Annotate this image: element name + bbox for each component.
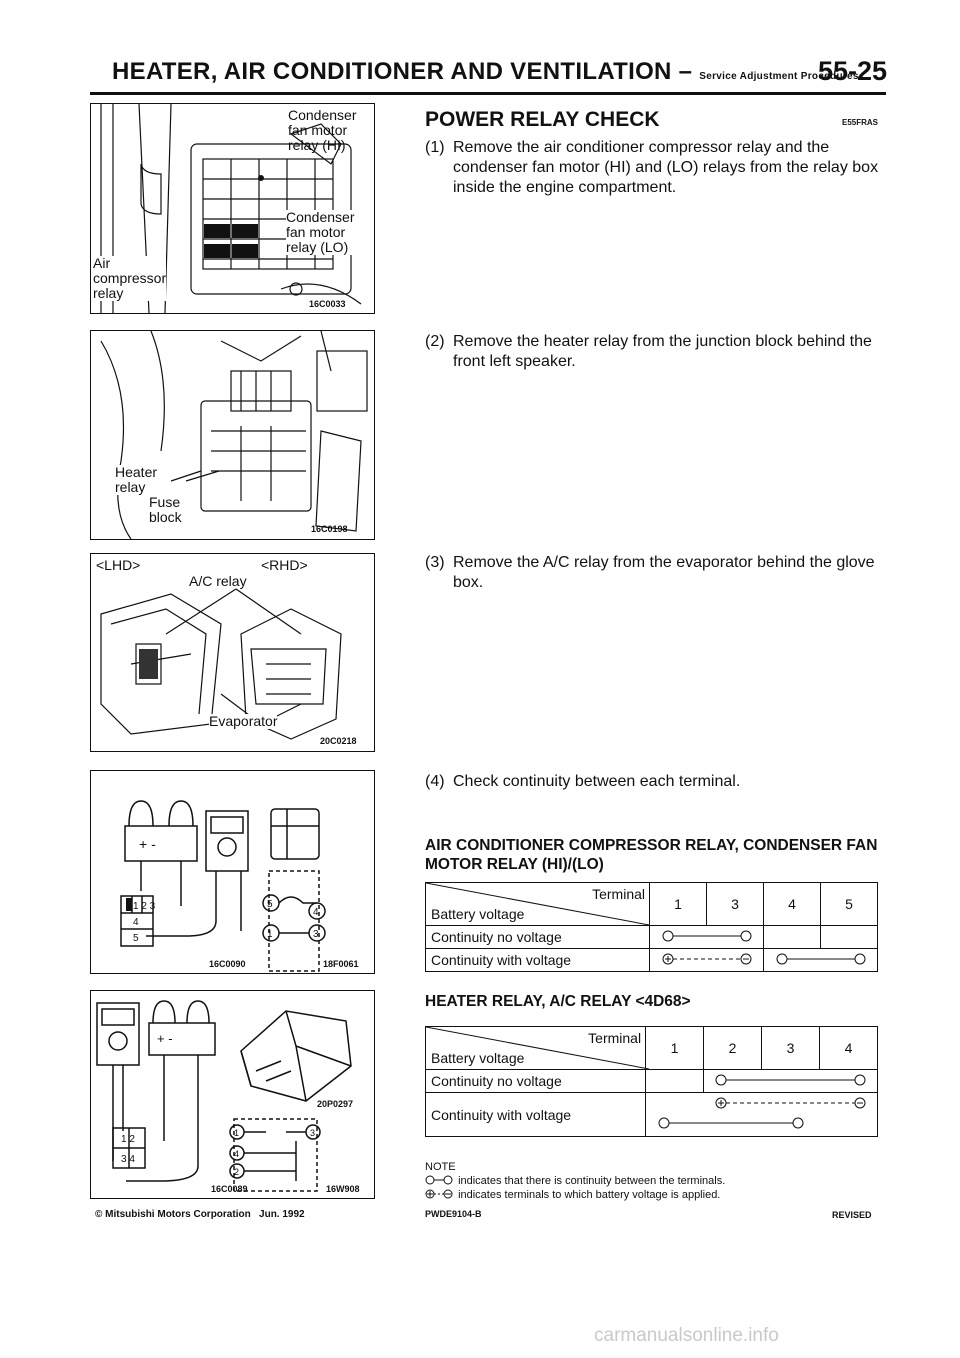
table1-term-3: 3 (707, 883, 764, 926)
note-line-1: indicates that there is continuity between the terminals. (425, 1174, 725, 1188)
table2-row-with-voltage: Continuity with voltage (426, 1093, 646, 1137)
step-4: (4) Check continuity between each terminal. (425, 773, 741, 790)
figure-code-left: 16C0090 (209, 959, 246, 969)
table1-row-no-voltage: Continuity no voltage (426, 926, 650, 949)
figure-junction-block (90, 330, 375, 540)
figure-relay-test-5pin (90, 770, 375, 974)
table1-continuity-1-3 (650, 926, 764, 949)
figure-code: 20C0218 (320, 736, 357, 746)
table2-title: HEATER RELAY, A/C RELAY <4D68> (425, 993, 691, 1010)
svg-text:2: 2 (234, 1167, 240, 1177)
section-title: POWER RELAY CHECK (425, 108, 660, 131)
continuity-symbol-icon (425, 1174, 455, 1186)
svg-text:4: 4 (234, 1149, 240, 1159)
svg-text:+ -: + - (157, 1031, 173, 1046)
svg-text:1 2: 1 2 (121, 1134, 135, 1145)
table2 (425, 1026, 878, 1137)
table1-empty-cell (764, 926, 821, 949)
label-rhd: <RHD> (261, 557, 308, 573)
svg-text:3: 3 (310, 1128, 316, 1138)
label-ac-relay: A/C relay (189, 573, 247, 589)
figure-relay-test-4pin (90, 990, 375, 1199)
svg-text:1: 1 (267, 929, 273, 940)
page-header-title: HEATER, AIR CONDITIONER AND VENTILATION – Service Adjustment Procedures (112, 58, 859, 85)
table1-continuity-4-5 (764, 949, 878, 972)
label-heater-relay: Heater relay (115, 464, 158, 495)
figure-relay-box (90, 103, 375, 314)
header-rule (90, 92, 886, 95)
table2-term-1: 1 (646, 1027, 704, 1070)
table1-term-5: 5 (821, 883, 878, 926)
step-3: (3) Remove the A/C relay from the evaporator behind the glove box. (425, 554, 875, 591)
table2-header-cell: Terminal Battery voltage (426, 1027, 646, 1070)
table1-header-cell: Terminal Battery voltage (426, 883, 650, 926)
step-2: (2) Remove the heater relay from the junction block behind the front left speaker. (425, 333, 872, 370)
table1-empty-cell (821, 926, 878, 949)
figure-evaporator (90, 553, 375, 752)
figure-code-top: 20P0297 (317, 1099, 354, 1109)
table2-empty-cell (646, 1070, 704, 1093)
label-condenser-fan-relay-hi: Condenser fan motor relay (HI) (288, 107, 357, 153)
svg-text:4: 4 (313, 907, 319, 918)
svg-text:5: 5 (267, 899, 273, 910)
label-fuse-block: Fuse block (149, 494, 182, 525)
footer-doc-code: PWDE9104-B (425, 1209, 482, 1219)
label-air-compressor-relay: Air compressor relay (93, 255, 167, 301)
svg-text:4: 4 (133, 917, 139, 928)
table2-continuity-2-4 (703, 1070, 877, 1093)
label-evaporator: Evaporator (209, 713, 278, 729)
label-lhd: <LHD> (96, 557, 141, 573)
relay-test-4pin-diagram (91, 991, 374, 1198)
junction-block-illustration (91, 331, 374, 539)
footer-copyright: © Mitsubishi Motors Corporation Jun. 1992 (95, 1209, 305, 1220)
svg-text:1: 1 (234, 1128, 240, 1138)
svg-text:3 4: 3 4 (121, 1154, 135, 1165)
svg-text:3: 3 (313, 929, 319, 940)
svg-text:5: 5 (133, 933, 139, 944)
figure-code: 16C0198 (311, 524, 348, 534)
table2-voltage-and-continuity (646, 1093, 878, 1137)
figure-code-right: 18F0061 (323, 959, 359, 969)
table2-row-no-voltage: Continuity no voltage (426, 1070, 646, 1093)
table2-term-3: 3 (761, 1027, 819, 1070)
figure-code-right: 16W908 (326, 1184, 360, 1194)
table1 (425, 882, 878, 972)
page-number: 55-25 (818, 56, 888, 86)
header-subtitle: Service Adjustment Procedures (699, 71, 859, 82)
table2-term-2: 2 (703, 1027, 761, 1070)
footer-status: REVISED (832, 1210, 872, 1220)
table1-term-1: 1 (650, 883, 707, 926)
label-condenser-fan-relay-lo: Condenser fan motor relay (LO) (286, 209, 355, 255)
note-heading: NOTE (425, 1161, 456, 1173)
figure-code-left: 16C0089 (211, 1184, 248, 1194)
table1-title: AIR CONDITIONER COMPRESSOR RELAY, CONDENSER FAN MOTOR RELAY (HI)/(LO) (425, 837, 878, 873)
table1-voltage-1-3 (650, 949, 764, 972)
svg-text:1 2 3: 1 2 3 (133, 901, 156, 912)
note-line-2: indicates terminals to which battery voltage is applied. (425, 1188, 720, 1202)
table1-term-4: 4 (764, 883, 821, 926)
step-1: (1) Remove the air conditioner compressor relay and the condenser fan motor (HI) and (LO) relays from the relay box inside the engine compartment. (425, 139, 879, 196)
section-code: E55FRAS (842, 118, 879, 127)
relay-test-5pin-diagram (91, 771, 374, 973)
figure-code: 16C0033 (309, 299, 346, 309)
table2-term-4: 4 (819, 1027, 877, 1070)
watermark: carmanualsonline.info (594, 1325, 779, 1346)
svg-text:+ -: + - (139, 836, 156, 852)
battery-voltage-symbol-icon (425, 1188, 455, 1200)
table1-row-with-voltage: Continuity with voltage (426, 949, 650, 972)
